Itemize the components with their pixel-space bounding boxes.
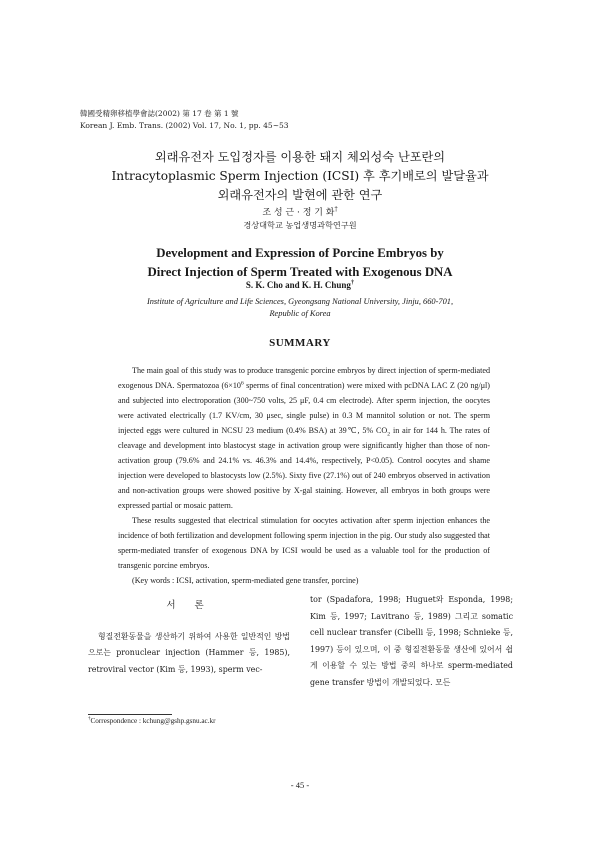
footnote (88, 717, 216, 725)
footnote-mark: † (88, 716, 91, 722)
intro-right-text: tor (Spadafora, 1998; Huguet와 Esponda, 1998; Kim 등, 1997; Lavitrano 등, 1989) 그리고 somatic cell nuclear transfer (Cibelli 등, 1998; Schnieke 등, 1997) 등이 있으며, 이 중 형질전환동물 생산에 있어서 쉽게 이용할 수 있는 방법 중의 하나로 sperm-mediated gene transfer 방법이 개발되었다. 모든 (310, 595, 513, 687)
journal-header-english: Korean J. Emb. Trans. (2002) Vol. 17, No. 1, pp. 45~53 (80, 121, 289, 130)
english-title-line-2: Direct Injection of Sperm Treated with Exogenous DNA (147, 265, 453, 279)
summary-text-a: The main goal of this study was to produce transgenic porcine embryos by direct injection of sperm-mediated exogenous DNA. Spermatozoa (6×10 (118, 366, 490, 390)
footnote-divider (88, 714, 172, 715)
journal-header-korean: 韓國受精卵移植學會誌(2002) 第 17 卷 第 1 號 (80, 109, 239, 118)
summary-superscript: 6 (240, 380, 244, 387)
korean-affiliation: 경상대학교 농업생명과학연구원 (243, 220, 357, 230)
english-affiliation-line-1: Institute of Agriculture and Life Sciences, Gyeongsang National University, Jinju, 660-701, (146, 297, 454, 306)
intro-left-text: 형질전환동물을 생산하기 위하여 사용한 일반적인 방법으로는 pronuclear injection (Hammer 등, 1985), retroviral vector (Kim 등, 1993), sperm vec- (88, 631, 290, 674)
summary-abstract (118, 363, 490, 588)
korean-authors (0, 206, 600, 220)
korean-author-mark: † (334, 206, 338, 213)
korean-title (0, 148, 600, 205)
summary-paragraph-2: These results suggested that electrical stimulation for oocytes activation after sperm injection enhances the incidence of both fertilization and development following sperm injection in the pig. Our study also suggested that sperm-mediated transfer of exogenous DNA by ICSI would be used as a valuable tool for the production of transgenic porcine embryos. (118, 516, 490, 570)
english-author-mark: † (350, 279, 355, 286)
page-number: - 45 - (290, 780, 310, 790)
summary-paragraph-1 (118, 363, 490, 513)
english-affiliation-line-2: Republic of Korea (269, 309, 331, 318)
journal-header (80, 108, 289, 132)
english-author-names: S. K. Cho and K. H. Chung (245, 280, 351, 290)
korean-title-line-2: Intracytoplasmic Sperm Injection (ICSI) 후 후기배로의 발달율과 (111, 169, 489, 183)
english-title-line-1: Development and Expression of Porcine Embryos by (156, 246, 444, 260)
english-title (0, 244, 600, 282)
korean-title-line-3: 외래유전자의 발현에 관한 연구 (217, 188, 383, 202)
summary-subscript: 2 (387, 431, 391, 438)
english-authors (0, 280, 600, 290)
korean-author-names: 조 성 근 · 정 기 화 (262, 208, 335, 218)
english-affiliation (0, 296, 600, 320)
korean-title-line-1: 외래유전자 도입정자를 이용한 돼지 체외성숙 난포란의 (154, 150, 446, 164)
intro-left-column (88, 598, 290, 678)
footnote-text: Correspondence : kchung@gshp.gsnu.ac.kr (90, 717, 216, 725)
summary-heading: SUMMARY (269, 337, 331, 349)
intro-heading: 서 론 (166, 600, 212, 611)
summary-keywords: (Key words : ICSI, activation, sperm-mediated gene transfer, porcine) (132, 576, 359, 585)
summary-text-c: in air for 144 h. The rates of cleavage and development into blastocyst stage in activation group were significantly higher than those of non-activation group (79.6% and 24.1% vs. 46.3% and 14.4%, respectively, P<0.05). Control oocytes and shame injection were developed to blastocysts low (2.5%). Sixty five (27.1%) out of 240 embryos observed in activation and non-activation groups were showed positive by X-gal staining. However, all embryos in both groups were expressed partial or mosaic pattern. (118, 426, 490, 510)
intro-right-column (310, 592, 513, 692)
summary-text-b: sperms of final concentration) were mixed with pcDNA LAC Z (20 ng/μl) and subjected into electroporation (300~750 volts, 25 μF, 0.4 cm electrode). After sperm injection, the oocytes were activated electrically (1.7 KV/cm, 30 μsec, single pulse) in 0.3 M mannitol solution or not. The sperm injected eggs were cultured in NCSU 23 medium (0.4% BSA) at 39℃, 5% CO (118, 381, 490, 435)
